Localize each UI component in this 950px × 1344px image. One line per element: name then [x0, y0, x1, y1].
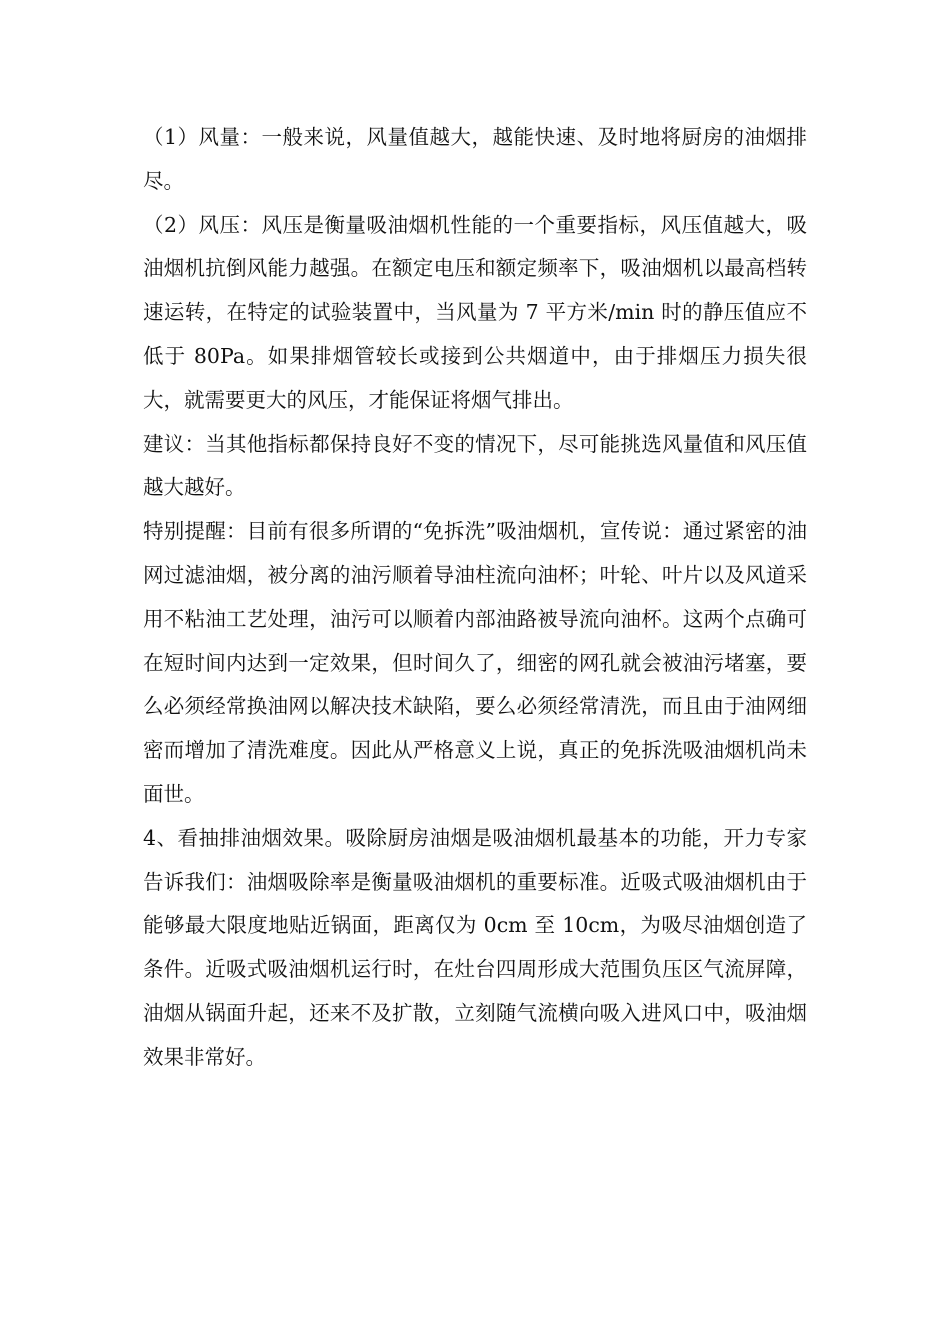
- paragraph-air-volume: （1）风量：一般来说，风量值越大，越能快速、及时地将厨房的油烟排尽。: [143, 125, 807, 193]
- paragraph-special-reminder: 特别提醒：目前有很多所谓的“免拆洗”吸油烟机，宣传说：通过紧密的油网过滤油烟，被分离的油污顺着导油柱流向油杯；叶轮、叶片以及风道采用不粘油工艺处理，油污可以顺着内部油路被导流向油杯。这两个点确可在短时间内达到一定效果，但时间久了，细密的网孔就会被油污堵塞，要么必须经常换油网以解决技术缺陷，要么必须经常清洗，而且由于油网细密而增加了清洗难度。因此从严格意义上说，真正的免拆洗吸油烟机尚未面世。: [143, 519, 807, 806]
- paragraph-air-pressure: （2）风压：风压是衡量吸油烟机性能的一个重要指标，风压值越大，吸油烟机抗倒风能力越强。在额定电压和额定频率下，吸油烟机以最高档转速运转，在特定的试验装置中，当风量为 7 平方米/min 时的静压值应不低于 80Pa。如果排烟管较长或接到公共烟道中，由于排烟压力损失很大，就需要更大的风压，才能保证将烟气排出。: [143, 212, 807, 412]
- paragraph-suggestion: 建议：当其他指标都保持良好不变的情况下，尽可能挑选风量值和风压值越大越好。: [143, 431, 807, 500]
- document-body: [143, 116, 807, 1080]
- paragraph-exhaust-effect: 4、看抽排油烟效果。吸除厨房油烟是吸油烟机最基本的功能，开力专家告诉我们：油烟吸除率是衡量吸油烟机的重要标准。近吸式吸油烟机由于能够最大限度地贴近锅面，距离仅为 0cm 至 10cm，为吸尽油烟创造了条件。近吸式吸油烟机运行时，在灶台四周形成大范围负压区气流屏障，油烟从锅面升起，还来不及扩散，立刻随气流横向吸入进风口中，吸油烟效果非常好。: [143, 825, 807, 1069]
